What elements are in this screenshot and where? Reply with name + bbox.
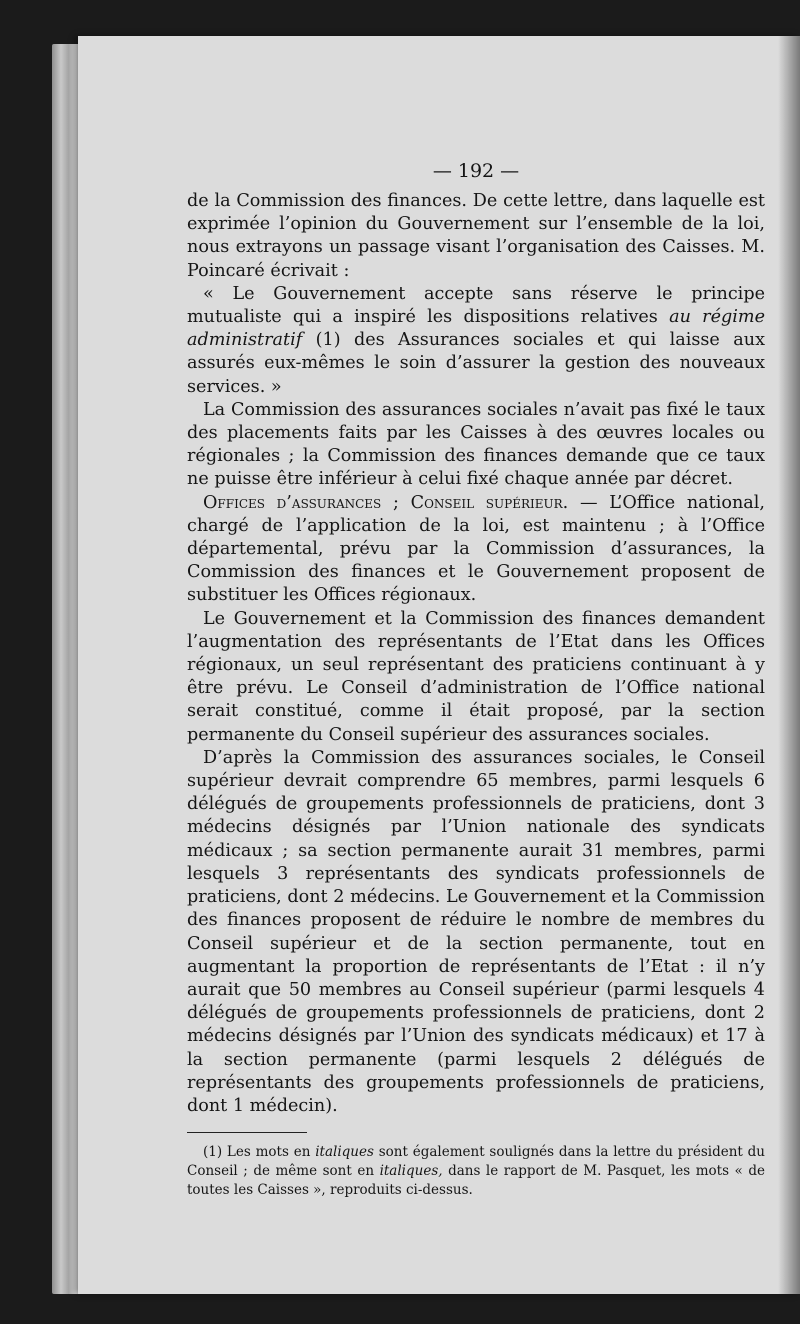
footnote-rule	[187, 1132, 307, 1133]
footnote-italic-1: italiques	[315, 1144, 374, 1161]
footnote-part-c: sont également soulignés dans la lettre du président du Conseil ; de même sont en	[187, 1144, 765, 1180]
quote-italic: au régime administratif	[187, 307, 765, 351]
paragraph-1: de la Commission des finances. De cette lettre, dans laquelle est exprimée l’opinion du Gouvernement sur l’ensemble de la loi, nous extrayons un passage visant l’organisation des Caisses. M. Poincaré écrivait :	[187, 191, 765, 281]
footnote-part-a: (1) Les mots en	[203, 1144, 316, 1161]
paragraph-offices-text: — L’Office national, chargé de l’application de la loi, est maintenu ; à l’Office départemental, prévu par la Commission d’assurances, la Commission des finances et le Gouvernement proposent de substituer les Offices régionaux.	[187, 492, 766, 606]
footnote-italic-2: italiques,	[379, 1163, 443, 1180]
paragraph-offices	[187, 492, 765, 608]
quote-text-end: (1) des Assurances sociales et qui laisse aux assurés eux-mêmes le soin d’assurer la gestion des nouveaux services. »	[187, 330, 765, 397]
page-text	[187, 158, 765, 1200]
footnote	[187, 1143, 765, 1200]
paragraph-3: La Commission des assurances sociales n’avait pas fixé le taux des placements faits par les Caisses à des œuvres locales ou régionales ; la Commission des finances demande que ce taux ne puisse être inférieur à celui fixé chaque année par décret.	[187, 399, 765, 490]
paragraph-5: Le Gouvernement et la Commission des finances demandent l’augmentation des représentants de l’Etat dans les Offices régionaux, un seul représentant des praticiens continuant à y être prévu. Le Conseil d’administration de l’Office national serait constitué, comme il était proposé, par la section permanente du Conseil supérieur des assurances sociales.	[187, 608, 765, 745]
section-heading: Offices d’assurances ; Conseil supérieur.	[203, 492, 569, 513]
footnote-part-e: dans le rapport de M. Pasquet, les mots « de toutes les Caisses », reproduits ci-dessus.	[187, 1163, 765, 1199]
paragraph-quote	[187, 283, 765, 399]
page-number: — 192 —	[432, 160, 520, 182]
spine-shadow	[778, 36, 800, 1294]
paragraph-6: D’après la Commission des assurances sociales, le Conseil supérieur devrait comprendre 65 membres, parmi lesquels 6 délégués de groupements professionnels de praticiens, dont 3 médecins désignés par l’Union nationale des syndicats médicaux ; sa section permanente aurait 31 membres, parmi lesquels 3 représentants des syndicats professionnels de praticiens, dont 2 médecins. Le Gouvernement et la Commission des finances proposent de réduire le nombre de membres du Conseil supérieur et de la section permanente, tout en augmentant la proportion de représentants de l’Etat : il n’y aurait que 50 membres au Conseil supérieur (parmi lesquels 4 délégués de groupements professionnels de praticiens, dont 2 médecins désignés par l’Union des syndicats médicaux) et 17 à la section permanente (parmi lesquels 2 délégués de représentants des groupements professionnels de praticiens, dont 1 médecin).	[187, 747, 765, 1116]
quote-text-start: « Le Gouvernement accepte sans réserve le principe mutualiste qui a inspiré les dispositions relatives	[187, 283, 765, 328]
